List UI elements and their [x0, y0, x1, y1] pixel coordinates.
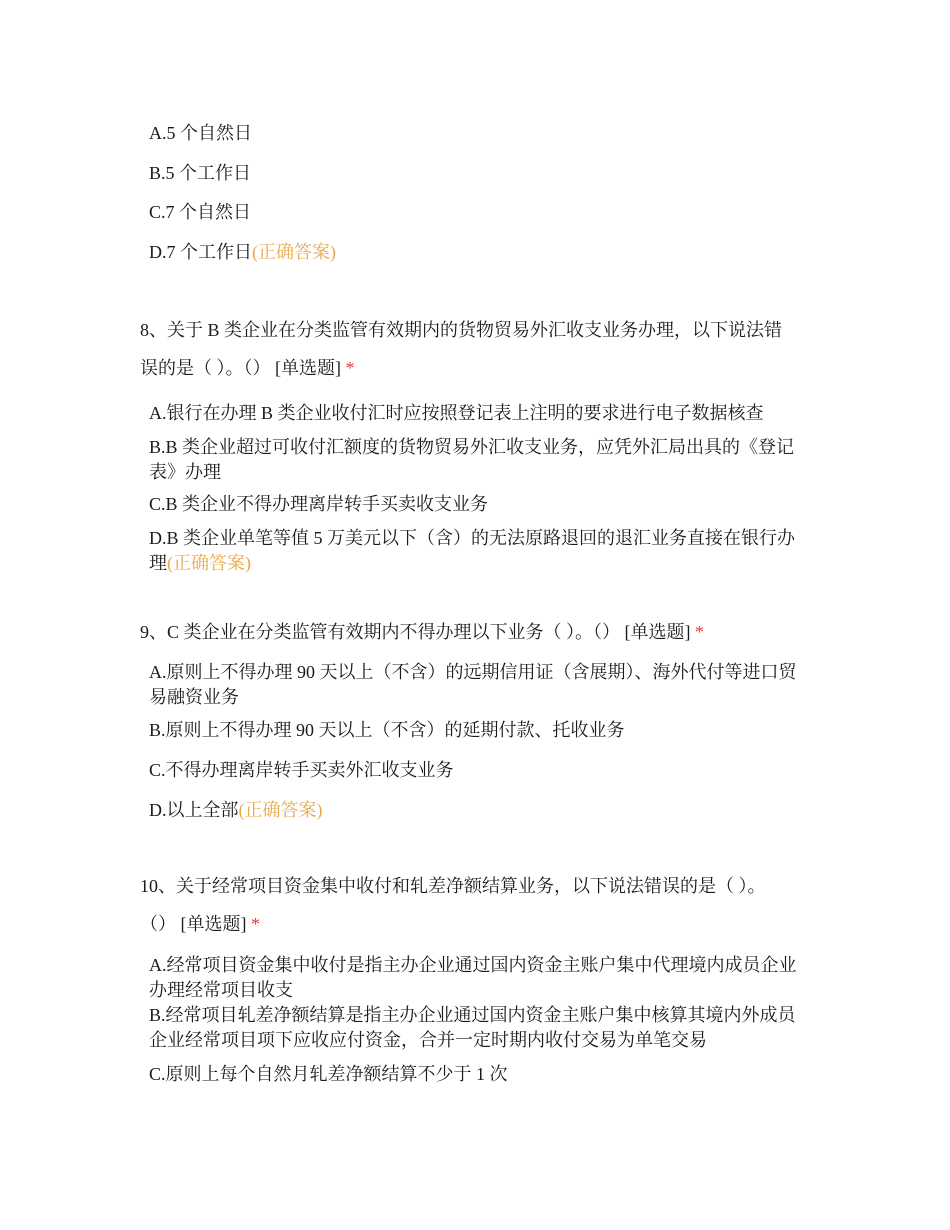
question-stem-line: 8、关于 B 类企业在分类监管有效期内的货物贸易外汇收支业务办理，以下说法错 [140, 320, 783, 340]
option-text: B.5 个工作日 [149, 163, 252, 183]
correct-answer-marker: (正确答案) [167, 553, 251, 573]
question-text: 9、C 类企业在分类监管有效期内不得办理以下业务（ ）。（） [单选题] [140, 622, 691, 642]
option-text: A.5 个自然日 [149, 123, 252, 143]
question-stem-line [140, 905, 808, 943]
q7-option-a [149, 121, 804, 146]
q8-option-b [149, 435, 804, 485]
option-text: D.B 类企业单笔等值 5 万美元以下（含）的无法原路退回的退汇业务直接在银行办理 [149, 528, 796, 573]
q9-option-b [149, 718, 804, 743]
q8-option-d [149, 526, 804, 576]
correct-answer-marker: (正确答案) [238, 800, 323, 820]
required-star: * [251, 914, 260, 934]
option-text: C.原则上每个自然月轧差净额结算不少于 1 次 [149, 1064, 508, 1084]
option-text: C.B 类企业不得办理离岸转手买卖收支业务 [149, 494, 489, 514]
q7-option-c [149, 200, 804, 225]
option-text: D.7 个工作日 [149, 242, 252, 262]
option-text: B.经常项目轧差净额结算是指主办企业通过国内资金主账户集中核算其境内外成员企业经常项目项下应收应付资金，合并一定时期内收付交易为单笔交易 [149, 1005, 796, 1050]
option-text: C.7 个自然日 [149, 202, 252, 222]
q10-stem [140, 867, 808, 943]
option-text: D.以上全部 [149, 800, 239, 820]
q9-stem [140, 613, 808, 651]
option-text: C.不得办理离岸转手买卖外汇收支业务 [149, 760, 454, 780]
q7-option-b [149, 161, 804, 186]
q9-option-c [149, 758, 804, 783]
question-stem-line [140, 613, 808, 651]
q10-option-b [149, 1003, 804, 1053]
q8-option-a [149, 401, 804, 426]
option-text: B.B 类企业超过可收付汇额度的货物贸易外汇收支业务，应凭外汇局出具的《登记表》办理 [149, 437, 795, 482]
option-text: A.经常项目资金集中收付是指主办企业通过国内资金主账户集中代理境内成员企业办理经常项目收支 [149, 955, 797, 1000]
option-text: B.原则上不得办理 90 天以上（不含）的延期付款、托收业务 [149, 720, 625, 740]
question-type: 误的是（ ）。（） [单选题] [140, 358, 341, 378]
q9-option-a [149, 660, 804, 710]
question-type: （） [单选题] [140, 914, 247, 934]
question-stem-line [140, 349, 808, 387]
question-stem-line: 10、关于经常项目资金集中收付和轧差净额结算业务，以下说法错误的是（ ）。 [140, 876, 766, 896]
correct-answer-marker: (正确答案) [252, 242, 336, 262]
q10-option-c [149, 1062, 804, 1087]
q8-stem [140, 311, 808, 387]
q9-option-d [149, 798, 804, 823]
q8-option-c [149, 492, 804, 517]
option-text: A.银行在办理 B 类企业收付汇时应按照登记表上注明的要求进行电子数据核查 [149, 403, 764, 423]
q7-option-d [149, 240, 804, 265]
q10-option-a [149, 953, 804, 1003]
option-text: A.原则上不得办理 90 天以上（不含）的远期信用证（含展期）、海外代付等进口贸易融资业务 [149, 662, 797, 707]
required-star: * [345, 358, 355, 378]
required-star: * [695, 622, 704, 642]
